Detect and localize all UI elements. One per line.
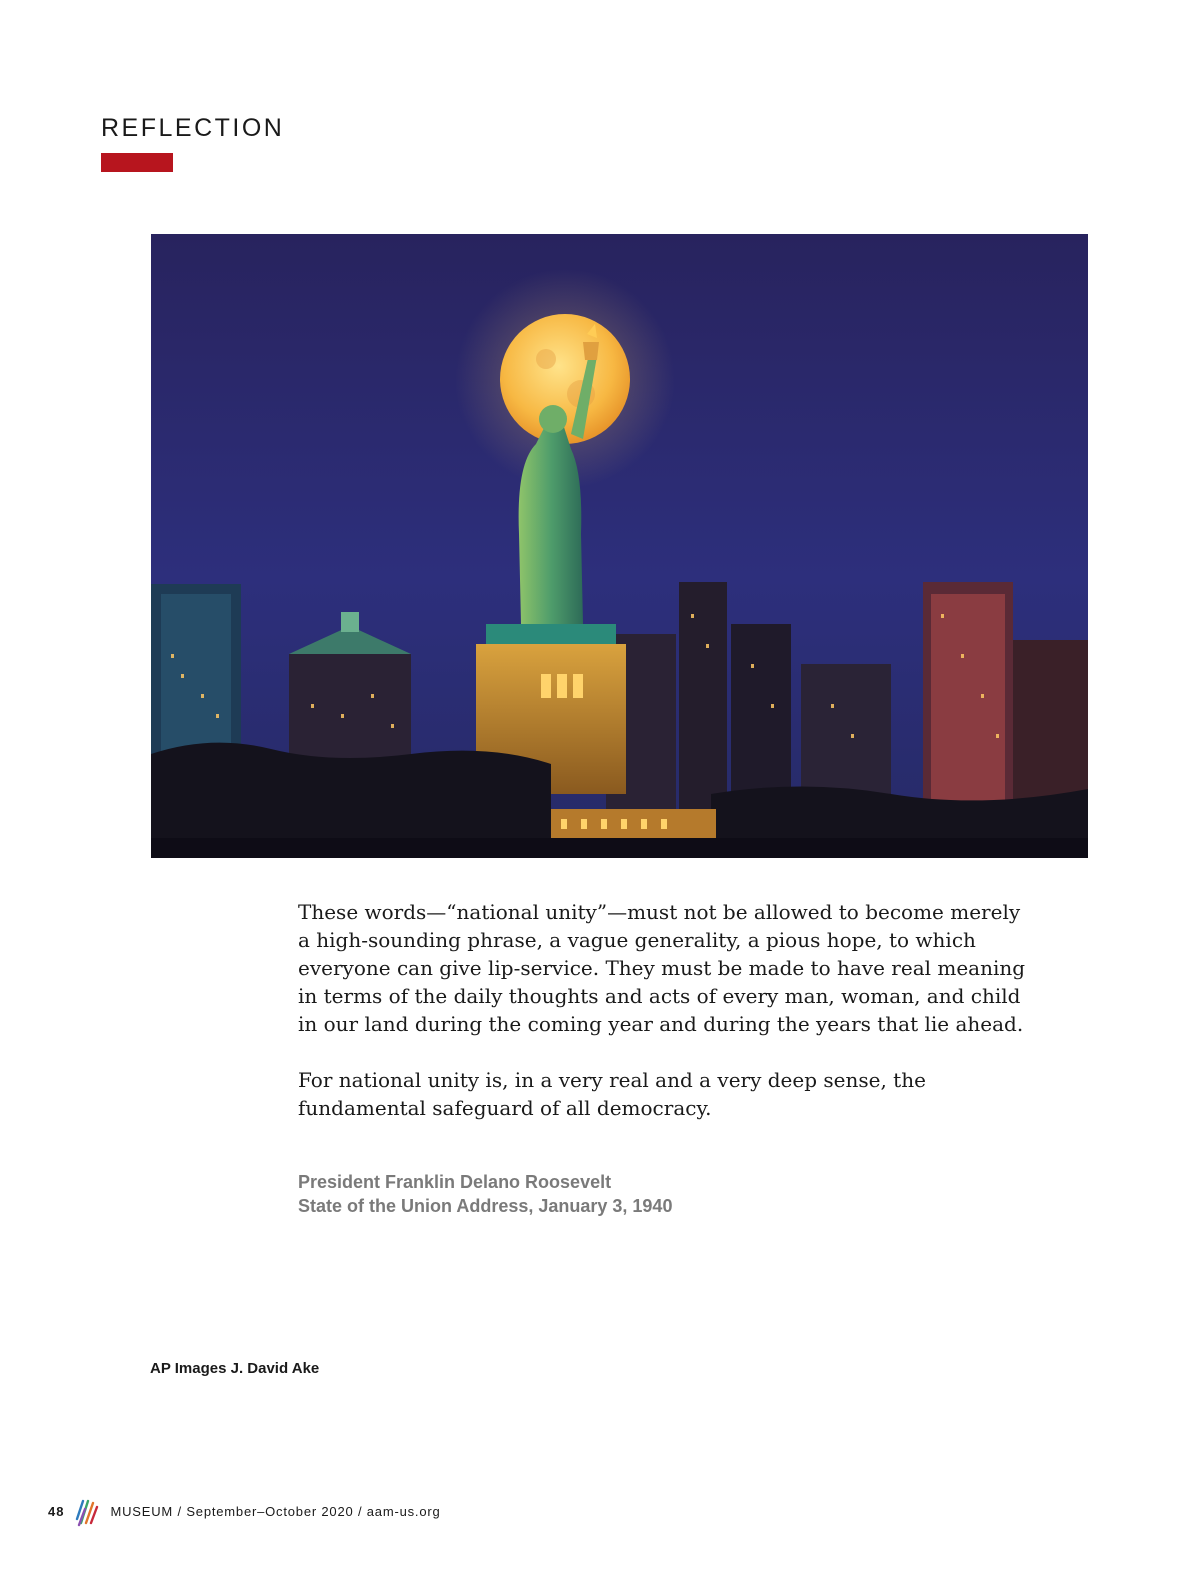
statue-of-liberty-photo: [151, 234, 1088, 858]
attribution-source: State of the Union Address, January 3, 1940: [298, 1196, 673, 1216]
website-link[interactable]: aam-us.org: [366, 1503, 441, 1519]
section-label: REFLECTION: [101, 114, 285, 142]
photo-credit: AP Images J. David Ake: [150, 1360, 320, 1377]
footer-text: [110, 1504, 440, 1519]
aam-logo-icon: [74, 1495, 100, 1527]
quote-paragraph: For national unity is, in a very real and a very deep sense, the fundamental safeguard of all democracy.: [298, 1068, 926, 1120]
page-number: 48: [48, 1503, 65, 1519]
page-footer: [48, 1494, 441, 1528]
quote-paragraph: These words—“national unity”—must not be allowed to become merely a high-sounding phrase, a vague generality, a pious hope, to which everyone can give lip-service. They must be made to have real meaning in terms of the daily thoughts and acts of every man, woman, and child in our land during the coming year and during the years that lie ahead.: [298, 900, 1026, 1036]
quote-attribution: [298, 1170, 672, 1218]
footer-separator: /: [177, 1503, 182, 1519]
quote-block: [298, 898, 1038, 1150]
magazine-name: MUSEUM: [110, 1503, 174, 1519]
attribution-name: President Franklin Delano Roosevelt: [298, 1172, 612, 1192]
issue-date: September–October 2020: [186, 1503, 354, 1519]
section-accent-bar: [101, 153, 173, 172]
footer-separator: /: [357, 1503, 363, 1519]
